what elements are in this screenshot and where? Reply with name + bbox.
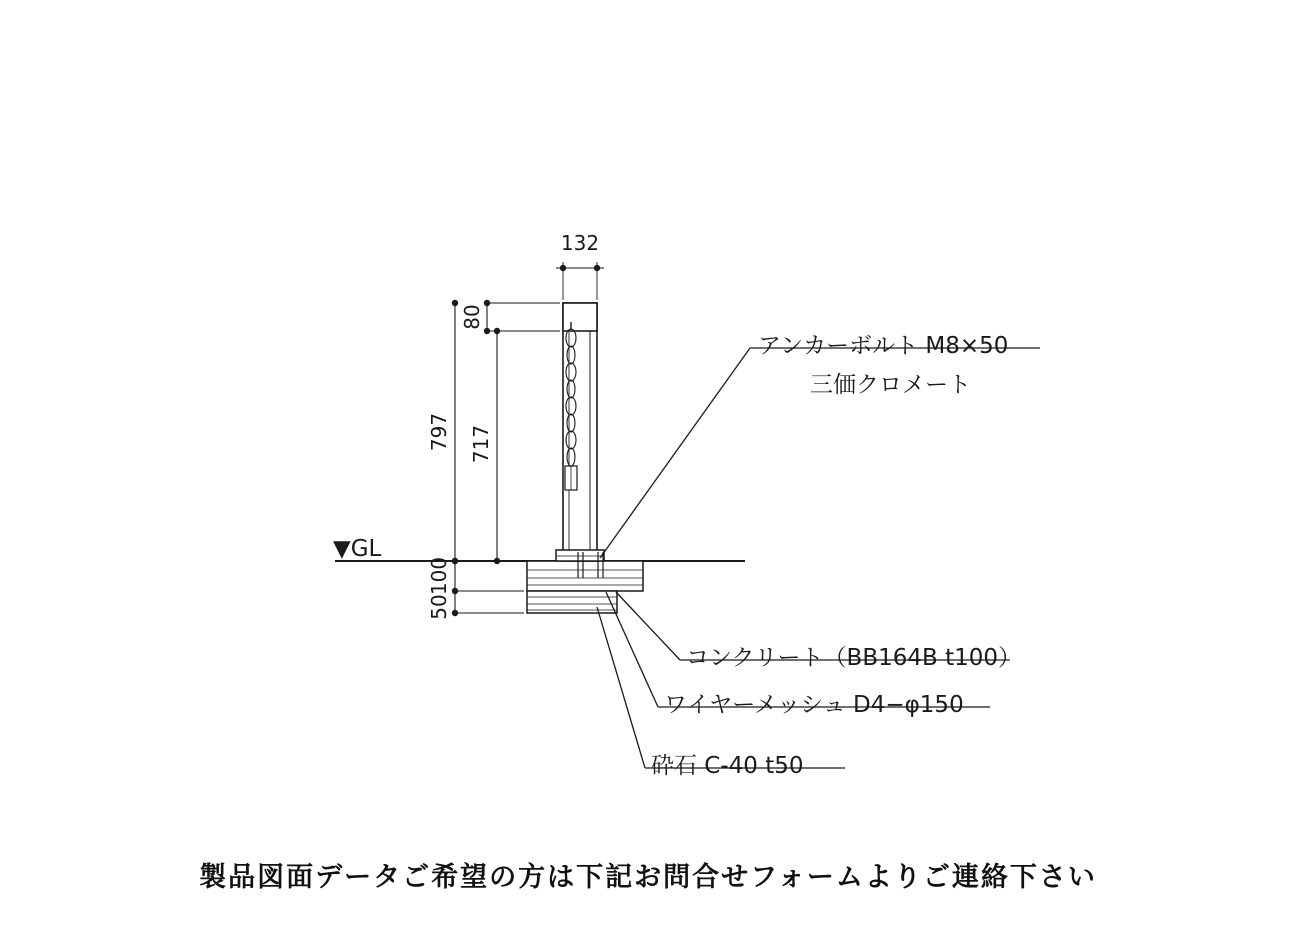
dimension-717 — [469, 328, 500, 564]
dim-80-label: 80 — [460, 304, 484, 330]
leader-anchor-bolt — [600, 333, 1040, 558]
page-caption: 製品図面データご希望の方は下記お問合せフォームよりご連絡下さい — [199, 862, 1097, 893]
dim-50-label: 50 — [427, 594, 451, 620]
concrete-label: コンクリート（BB164B t100） — [686, 645, 1022, 671]
dimension-80 — [460, 300, 560, 334]
dimension-depths — [427, 557, 524, 620]
dim-100-label: 100 — [427, 556, 451, 596]
gl-label: ▼GL — [333, 536, 382, 562]
leader-concrete — [616, 592, 1021, 671]
wire-mesh-label: ワイヤーメッシュ D4−φ150 — [664, 692, 964, 718]
crushed-stone-layer — [527, 591, 617, 613]
dim-717-label: 717 — [469, 424, 493, 464]
crushed-stone-label: 砕石 C-40 t50 — [651, 753, 804, 779]
concrete-slab — [527, 561, 643, 591]
dimension-797 — [427, 300, 458, 564]
anchor-bolt-label-line2: 三価クロメート — [810, 372, 971, 398]
anchor-bolt-label-line1: アンカーボルト M8×50 — [758, 333, 1009, 359]
dimension-width-132 — [556, 231, 604, 300]
dim-132-label: 132 — [560, 231, 600, 255]
dim-797-label: 797 — [427, 412, 451, 452]
bollard-post — [556, 303, 604, 561]
